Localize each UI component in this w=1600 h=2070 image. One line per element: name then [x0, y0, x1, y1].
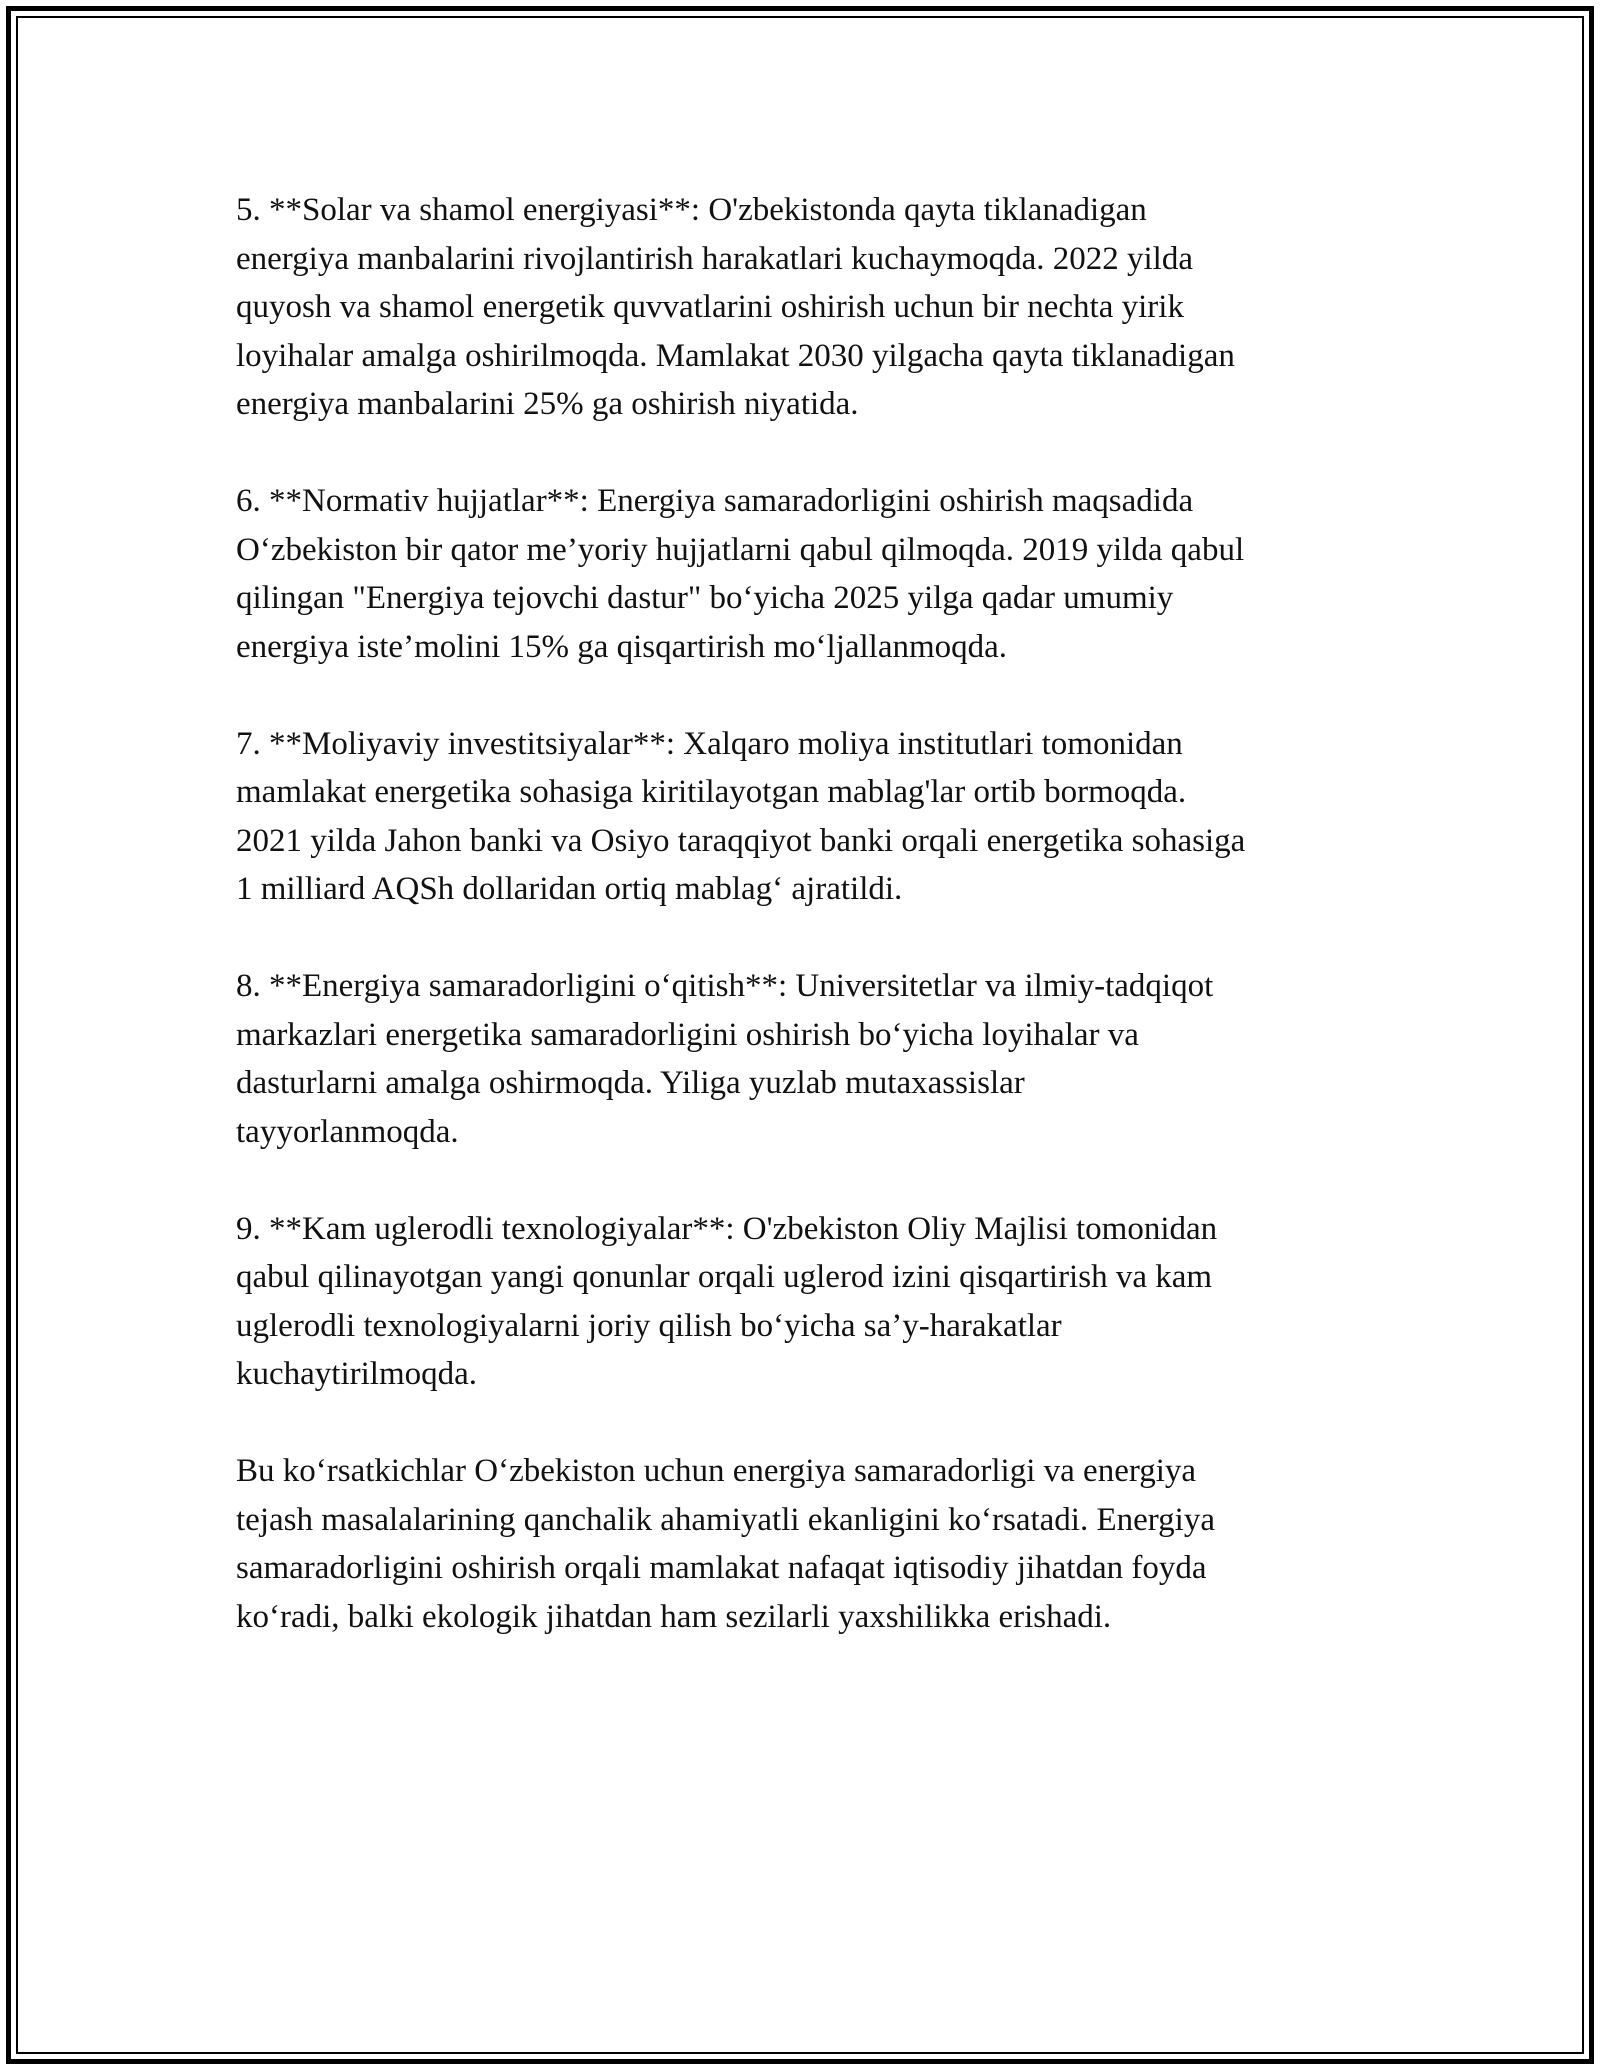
- text-line: energiya manbalarini 25% ga oshirish niyatida.: [236, 386, 859, 422]
- text-line: O‘zbekiston bir qator me’yoriy hujjatlarni qabul qilmoqda. 2019 yilda qabul: [236, 531, 1245, 568]
- text-line: 5. **Solar va shamol energiyasi**: O'zbekistonda qayta tiklanadigan: [236, 192, 1147, 228]
- paragraph-normative-documents: [236, 477, 1366, 671]
- text-line: qabul qilinayotgan yangi qonunlar orqali uglerod izini qisqartirish va kam: [236, 1259, 1213, 1295]
- text-line: 8. **Energiya samaradorligini o‘qitish**: Universitetlar va ilmiy-tadqiqot: [236, 968, 1214, 1004]
- text-line: dasturlarni amalga oshirmoqda. Yiliga yuzlab mutaxassislar: [236, 1065, 1025, 1101]
- paragraph-energy-education: [236, 962, 1366, 1156]
- text-line: 6. **Normativ hujjatlar**: Energiya samaradorligini oshirish maqsadida: [236, 483, 1194, 519]
- text-line: samaradorligini oshirish orqali mamlakat nafaqat iqtisodiy jihatdan foyda: [236, 1550, 1207, 1586]
- text-line: tayyorlanmoqda.: [236, 1113, 459, 1150]
- document-body: [236, 186, 1366, 1690]
- text-line: qilingan "Energiya tejovchi dastur" bo‘yicha 2025 yilga qadar umumiy: [236, 580, 1174, 616]
- text-line: 9. **Kam uglerodli texnologiyalar**: O'zbekiston Oliy Majlisi tomonidan: [236, 1210, 1218, 1247]
- text-line: Bu ko‘rsatkichlar O‘zbekiston uchun energiya samaradorligi va energiya: [236, 1453, 1197, 1489]
- text-line: loyihalar amalga oshirilmoqda. Mamlakat 2030 yilgacha qayta tiklanadigan: [236, 337, 1235, 374]
- text-line: energiya manbalarini rivojlantirish harakatlari kuchaymoqda. 2022 yilda: [236, 240, 1193, 277]
- text-line: 2021 yilda Jahon banki va Osiyo taraqqiyot banki orqali energetika sohasiga: [236, 822, 1246, 859]
- paragraph-solar-wind: [236, 186, 1366, 429]
- paragraph-low-carbon-technologies: [236, 1205, 1366, 1399]
- paragraph-conclusion: [236, 1447, 1366, 1641]
- text-line: 7. **Moliyaviy investitsiyalar**: Xalqaro moliya institutlari tomonidan: [236, 725, 1183, 762]
- text-line: uglerodli texnologiyalarni joriy qilish bo‘yicha sa’y-harakatlar: [236, 1307, 1062, 1344]
- text-line: kuchaytirilmoqda.: [236, 1356, 478, 1392]
- paragraph-financial-investments: [236, 720, 1366, 914]
- text-line: 1 milliard AQSh dollaridan ortiq mablag‘ ajratildi.: [236, 871, 903, 907]
- text-line: markazlari energetika samaradorligini oshirish bo‘yicha loyihalar va: [236, 1016, 1139, 1053]
- text-line: energiya iste’molini 15% ga qisqartirish mo‘ljallanmoqda.: [236, 628, 1008, 665]
- text-line: ko‘radi, balki ekologik jihatdan ham sezilarli yaxshilikka erishadi.: [236, 1598, 1112, 1635]
- text-line: tejash masalalarining qanchalik ahamiyatli ekanligini ko‘rsatadi. Energiya: [236, 1501, 1215, 1538]
- text-line: quyosh va shamol energetik quvvatlarini oshirish uchun bir nechta yirik: [236, 289, 1184, 325]
- text-line: mamlakat energetika sohasiga kiritilayotgan mablag'lar ortib bormoqda.: [236, 774, 1187, 810]
